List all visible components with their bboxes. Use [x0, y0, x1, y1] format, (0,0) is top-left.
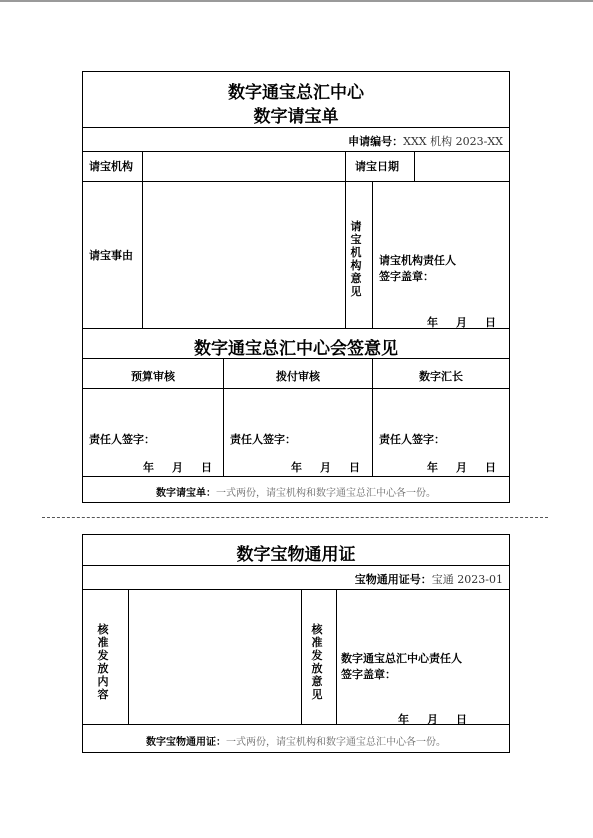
- org-label: 请宝机构: [89, 160, 133, 173]
- reason-label: 请宝事由: [89, 249, 133, 262]
- request-form: [82, 71, 510, 503]
- date-field[interactable]: [415, 152, 509, 180]
- sign-date: 年 月 日: [291, 461, 360, 474]
- disbursement-review-header: 拨付审核: [276, 370, 320, 383]
- apply-number-label: 申请编号：XXX 机构 2023-XX: [348, 135, 503, 148]
- date-label: 请宝日期: [355, 160, 399, 173]
- center-sign-date: 年 月 日: [398, 713, 467, 726]
- disbursement-review-cell[interactable]: [224, 389, 372, 476]
- org-field[interactable]: [143, 152, 344, 180]
- center-sign-label: 签字盖章：: [341, 668, 396, 681]
- sign-date: 年 月 日: [427, 461, 496, 474]
- budget-review-cell[interactable]: [83, 389, 223, 476]
- certificate-form: [82, 534, 510, 753]
- chief-cell[interactable]: [373, 389, 509, 476]
- form-title-line2: 数字请宝单: [253, 107, 339, 127]
- divider: [83, 476, 509, 477]
- page-top-border: [0, 0, 593, 2]
- divider: [83, 724, 509, 725]
- org-sign-date: 年 月 日: [427, 316, 496, 329]
- divider: [83, 328, 509, 329]
- certificate-note: 数字宝物通用证：一式两份，请宝机构和数字通宝总汇中心各一份。: [146, 737, 446, 748]
- org-sign-label: 签字盖章：: [379, 270, 434, 283]
- divider: [336, 589, 337, 724]
- divider: [83, 358, 509, 359]
- divider: [301, 589, 302, 724]
- certificate-number-label: 宝物通用证号：宝通 2023-01: [354, 573, 503, 586]
- approved-content-field[interactable]: [129, 590, 301, 724]
- divider: [83, 127, 509, 128]
- certificate-title: 数字宝物通用证: [236, 545, 356, 565]
- responsible-sign-label: 责任人签字：: [89, 433, 155, 446]
- center-responsible-label: 数字通宝总汇中心责任人: [341, 652, 462, 665]
- divider: [83, 565, 509, 566]
- chief-header: 数字汇长: [419, 370, 463, 383]
- responsible-sign-label: 责任人签字：: [230, 433, 296, 446]
- org-responsible-label: 请宝机构责任人: [379, 254, 456, 267]
- form-note: 数字请宝单：一式两份，请宝机构和数字通宝总汇中心各一份。: [156, 488, 436, 499]
- org-opinion-label: 请宝机构意见: [350, 220, 362, 298]
- apply-number-value: XXX 机构 2023-XX: [403, 135, 503, 148]
- approved-content-label: 核准发放内容: [97, 623, 109, 701]
- responsible-sign-label: 责任人签字：: [379, 433, 445, 446]
- divider: [372, 181, 373, 328]
- form-title-line1: 数字通宝总汇中心: [228, 83, 364, 103]
- approval-opinion-label: 核准发放意见: [311, 623, 323, 701]
- cut-line: [42, 517, 548, 518]
- sign-date: 年 月 日: [143, 461, 212, 474]
- reason-field[interactable]: [143, 182, 344, 328]
- certificate-number-value: 宝通 2023-01: [431, 573, 503, 586]
- divider: [345, 151, 346, 328]
- budget-review-header: 预算审核: [131, 370, 175, 383]
- countersign-title: 数字通宝总汇中心会签意见: [194, 339, 398, 359]
